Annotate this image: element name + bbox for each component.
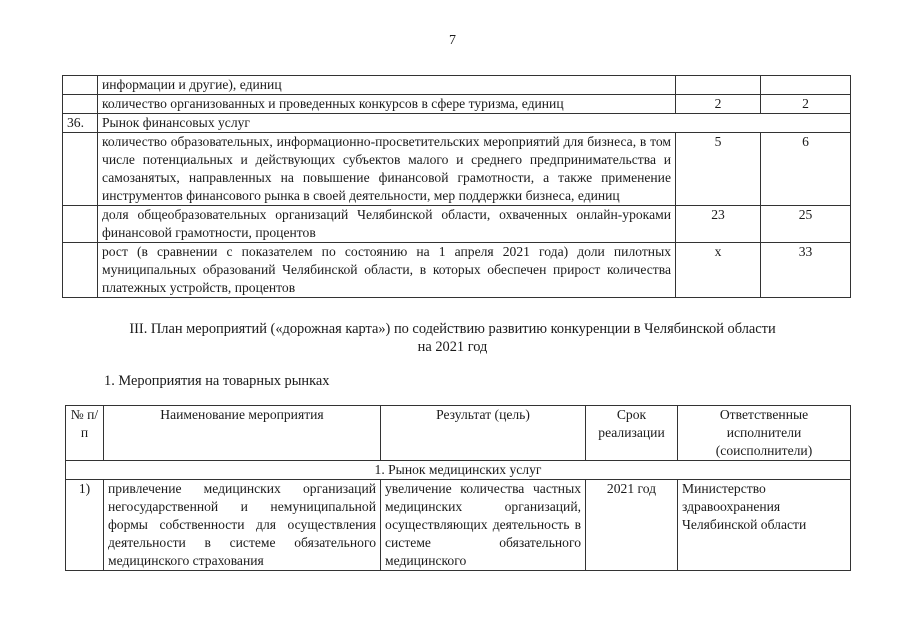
value-2021: x	[676, 243, 761, 298]
value-2021: 23	[676, 206, 761, 243]
indicators-table	[62, 75, 851, 298]
header-term: Срок реализации	[586, 406, 678, 461]
table-row	[63, 95, 851, 114]
header-measure-name: Наименование мероприятия	[104, 406, 381, 461]
measure-responsible: Министерство здравоохранения Челябинской области	[678, 480, 851, 571]
indicator-text: количество образовательных, информационно-просветительских мероприятий для бизнеса, в том числе потенциальных и действующих субъектов малого и среднего предпринимательства и самозанятых, направленных на повышение финансовой грамотности, а также применение инструментов финансового рынка в своей деятельности, мер поддержки бизнеса, единиц	[98, 133, 676, 206]
measure-term: 2021 год	[586, 480, 678, 571]
table-row	[66, 480, 851, 571]
section-title: III. План мероприятий («дорожная карта») по содействию развитию конкуренции в Челябинской области	[129, 321, 776, 337]
value-2022: 25	[761, 206, 851, 243]
group-row	[66, 461, 851, 480]
page-number: 7	[449, 33, 456, 48]
value-2021: 5	[676, 133, 761, 206]
table-row	[63, 133, 851, 206]
indicator-text: количество организованных и проведенных конкурсов в сфере туризма, единиц	[98, 95, 676, 114]
section-row	[63, 114, 851, 133]
value-2021	[676, 76, 761, 95]
value-2021: 2	[676, 95, 761, 114]
section-heading: Рынок финансовых услуг	[98, 114, 851, 133]
header-responsible: Ответственные исполнители (соисполнители)	[678, 406, 851, 461]
table-row	[63, 206, 851, 243]
measures-table	[65, 405, 851, 571]
subsection-title: 1. Мероприятия на товарных рынках	[104, 373, 330, 389]
row-number	[63, 243, 98, 298]
value-2022	[761, 76, 851, 95]
table-row	[63, 76, 851, 95]
row-number	[63, 133, 98, 206]
group-heading: 1. Рынок медицинских услуг	[66, 461, 851, 480]
row-number	[63, 95, 98, 114]
row-number	[63, 206, 98, 243]
header-row	[66, 406, 851, 461]
row-number: 1)	[66, 480, 104, 571]
row-number: 36.	[63, 114, 98, 133]
header-number: № п/п	[66, 406, 104, 461]
row-number	[63, 76, 98, 95]
table-row	[63, 243, 851, 298]
value-2022: 2	[761, 95, 851, 114]
indicator-text: доля общеобразовательных организаций Челябинской области, охваченных онлайн-уроками финансовой грамотности, процентов	[98, 206, 676, 243]
header-result: Результат (цель)	[381, 406, 586, 461]
indicator-text: рост (в сравнении с показателем по состоянию на 1 апреля 2021 года) доли пилотных муниципальных образований Челябинской области, в которых обеспечен прирост количества платежных устройств, процентов	[98, 243, 676, 298]
measure-result: увеличение количества частных медицинских организаций, осуществляющих деятельность в системе обязательного медицинского	[381, 480, 586, 571]
value-2022: 33	[761, 243, 851, 298]
measure-name: привлечение медицинских организаций негосударственной и немуниципальной формы собственности для осуществления деятельности в системе обязательного медицинского страхования	[104, 480, 381, 571]
section-title-year: на 2021 год	[417, 339, 488, 355]
value-2022: 6	[761, 133, 851, 206]
indicator-text: информации и другие), единиц	[98, 76, 676, 95]
